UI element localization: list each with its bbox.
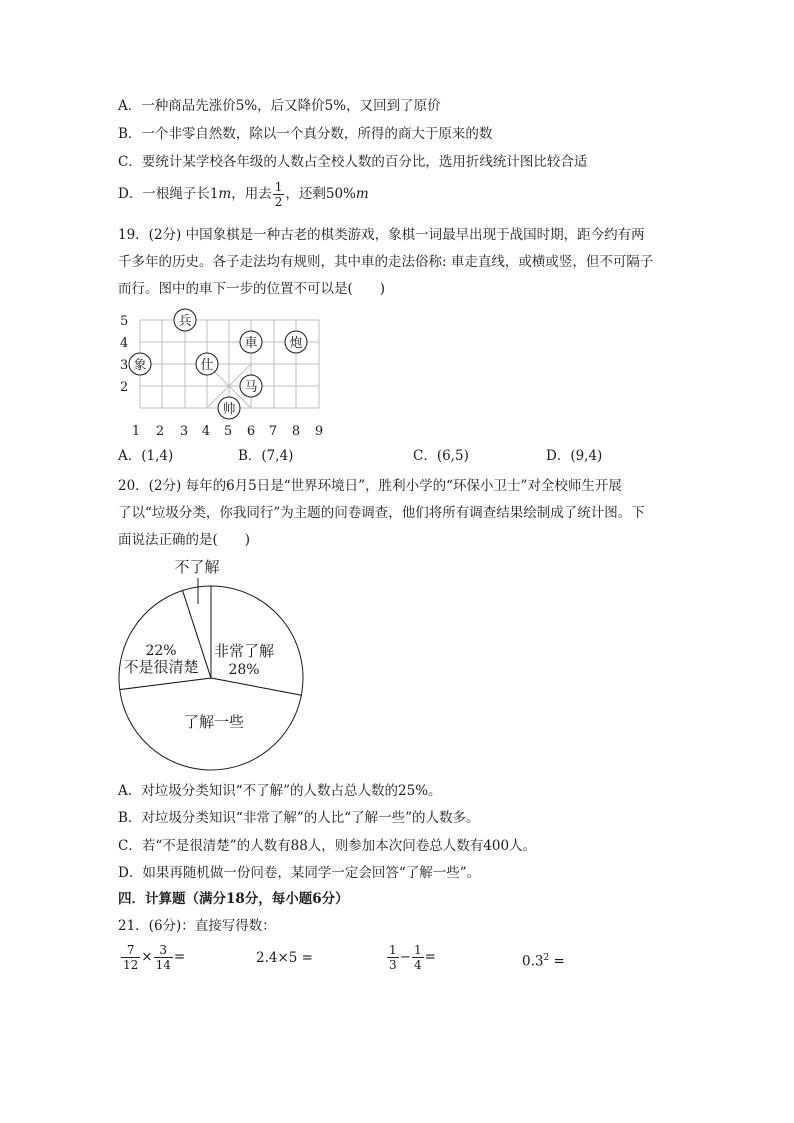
fraction-1-4: $\frac{1}{4}$ xyxy=(413,943,422,972)
fraction-7-12: $\frac{7}{12}$ xyxy=(123,943,139,972)
q19-option-c: C．(6,5) xyxy=(413,448,469,464)
q19-text-line3: 而行。图中的車下一步的位置不可以是( ) xyxy=(118,281,386,297)
x-label-4: 4 xyxy=(201,424,211,439)
fraction-1-3: $\frac{1}{3}$ xyxy=(389,943,397,972)
q21-title: 21．(6分)：直接写得数： xyxy=(118,918,276,934)
q20-option-b: B．对垃圾分类知识“非常了解”的人比“了解一些”的人数多。 xyxy=(118,810,480,826)
slice-label-very-familiar: 非常了解 xyxy=(213,642,275,660)
y-label-5: 5 xyxy=(120,314,129,329)
fraction-one-half: $\frac{1}{2}$ xyxy=(274,180,283,209)
q21-item-4: $0.3^2$ = xyxy=(522,953,565,970)
y-label-3: 3 xyxy=(120,358,129,373)
slice-label-not-clear: 不是很清楚 xyxy=(123,658,199,676)
q19-text-line2: 千多年的历史。各子走法均有规则，其中車的走法俗称: 車走直线，或横或竖，但不可隔子 xyxy=(118,254,654,270)
q20-option-c: C．若“不是很清楚”的人数有88人，则参加本次问卷总人数有400人。 xyxy=(118,838,537,854)
slice-label-dont-know: 不了解 xyxy=(174,558,220,576)
x-label-6: 6 xyxy=(246,424,256,439)
q20-option-a: A．对垃圾分类知识“不了解”的人数占总人数的25%。 xyxy=(118,783,442,799)
q18-option-d: D．一根绳子长1m，用去 $\frac{1}{2}$ ，还剩50%m xyxy=(118,180,369,209)
q18-option-c: C．要统计某学校各年级的人数占全校人数的百分比，选用折线统计图比较合适 xyxy=(118,154,588,170)
piece-xiang: 象 xyxy=(133,358,147,373)
q19-option-b: B．(7,4) xyxy=(238,448,294,464)
x-label-8: 8 xyxy=(291,424,301,439)
piece-shuai: 帅 xyxy=(222,402,236,417)
fraction-3-14: $\frac{3}{14}$ xyxy=(155,943,171,972)
x-label-1: 1 xyxy=(131,424,141,439)
q20-text-line1: 20．(2分) 每年的6月5日是“世界环境日”，胜利小学的“环保小卫士”对全校师生开展 xyxy=(118,478,622,494)
piece-che: 車 xyxy=(244,336,258,351)
q19-text-line1: 19．(2分) 中国象棋是一种古老的棋类游戏，象棋一词最早出现于战国时期，距今约有两 xyxy=(118,227,645,243)
slice-value-very-familiar: 28% xyxy=(228,662,260,678)
piece-pao: 炮 xyxy=(289,336,303,351)
q20-text-line3: 面说法正确的是( ) xyxy=(118,532,251,548)
pie-chart xyxy=(110,552,320,782)
q19-option-a: A．(1,4) xyxy=(118,448,174,464)
x-label-7: 7 xyxy=(268,424,278,439)
q21-item-2: 2.4×5 = xyxy=(256,950,313,966)
chess-board-figure xyxy=(110,305,340,440)
x-label-5: 5 xyxy=(223,424,233,439)
q20-option-d: D．如果再随机做一份问卷，某同学一定会回答“了解一些”。 xyxy=(118,865,481,881)
piece-bing: 兵 xyxy=(178,314,192,329)
piece-shi: 仕 xyxy=(200,358,214,373)
q21-item-1: $\frac{7}{12}$ × $\frac{3}{14}$ = xyxy=(123,943,186,972)
q20-text-line2: 了以“垃圾分类，你我同行”为主题的问卷调查，他们将所有调查结果绘制成了统计图。下 xyxy=(118,505,645,521)
q18-option-b: B．一个非零自然数，除以一个真分数，所得的商大于原来的数 xyxy=(118,126,493,142)
section-heading: 四．计算题（满分18分，每小题6分） xyxy=(118,891,349,907)
slice-label-know-some: 了解一些 xyxy=(183,713,245,731)
slice-very-familiar xyxy=(211,586,303,695)
q18-option-a: A．一种商品先涨价5%，后又降价5%，又回到了原价 xyxy=(118,98,441,114)
q19-option-d: D．(9,4) xyxy=(546,448,603,464)
slice-value-not-clear: 22% xyxy=(145,643,177,659)
piece-ma: 马 xyxy=(244,380,258,395)
q21-item-3: $\frac{1}{3}$ − $\frac{1}{4}$ = xyxy=(389,943,436,972)
x-label-3: 3 xyxy=(179,424,189,439)
y-label-2: 2 xyxy=(120,380,129,395)
x-label-9: 9 xyxy=(314,424,324,439)
x-label-2: 2 xyxy=(155,424,165,439)
y-label-4: 4 xyxy=(120,336,129,351)
